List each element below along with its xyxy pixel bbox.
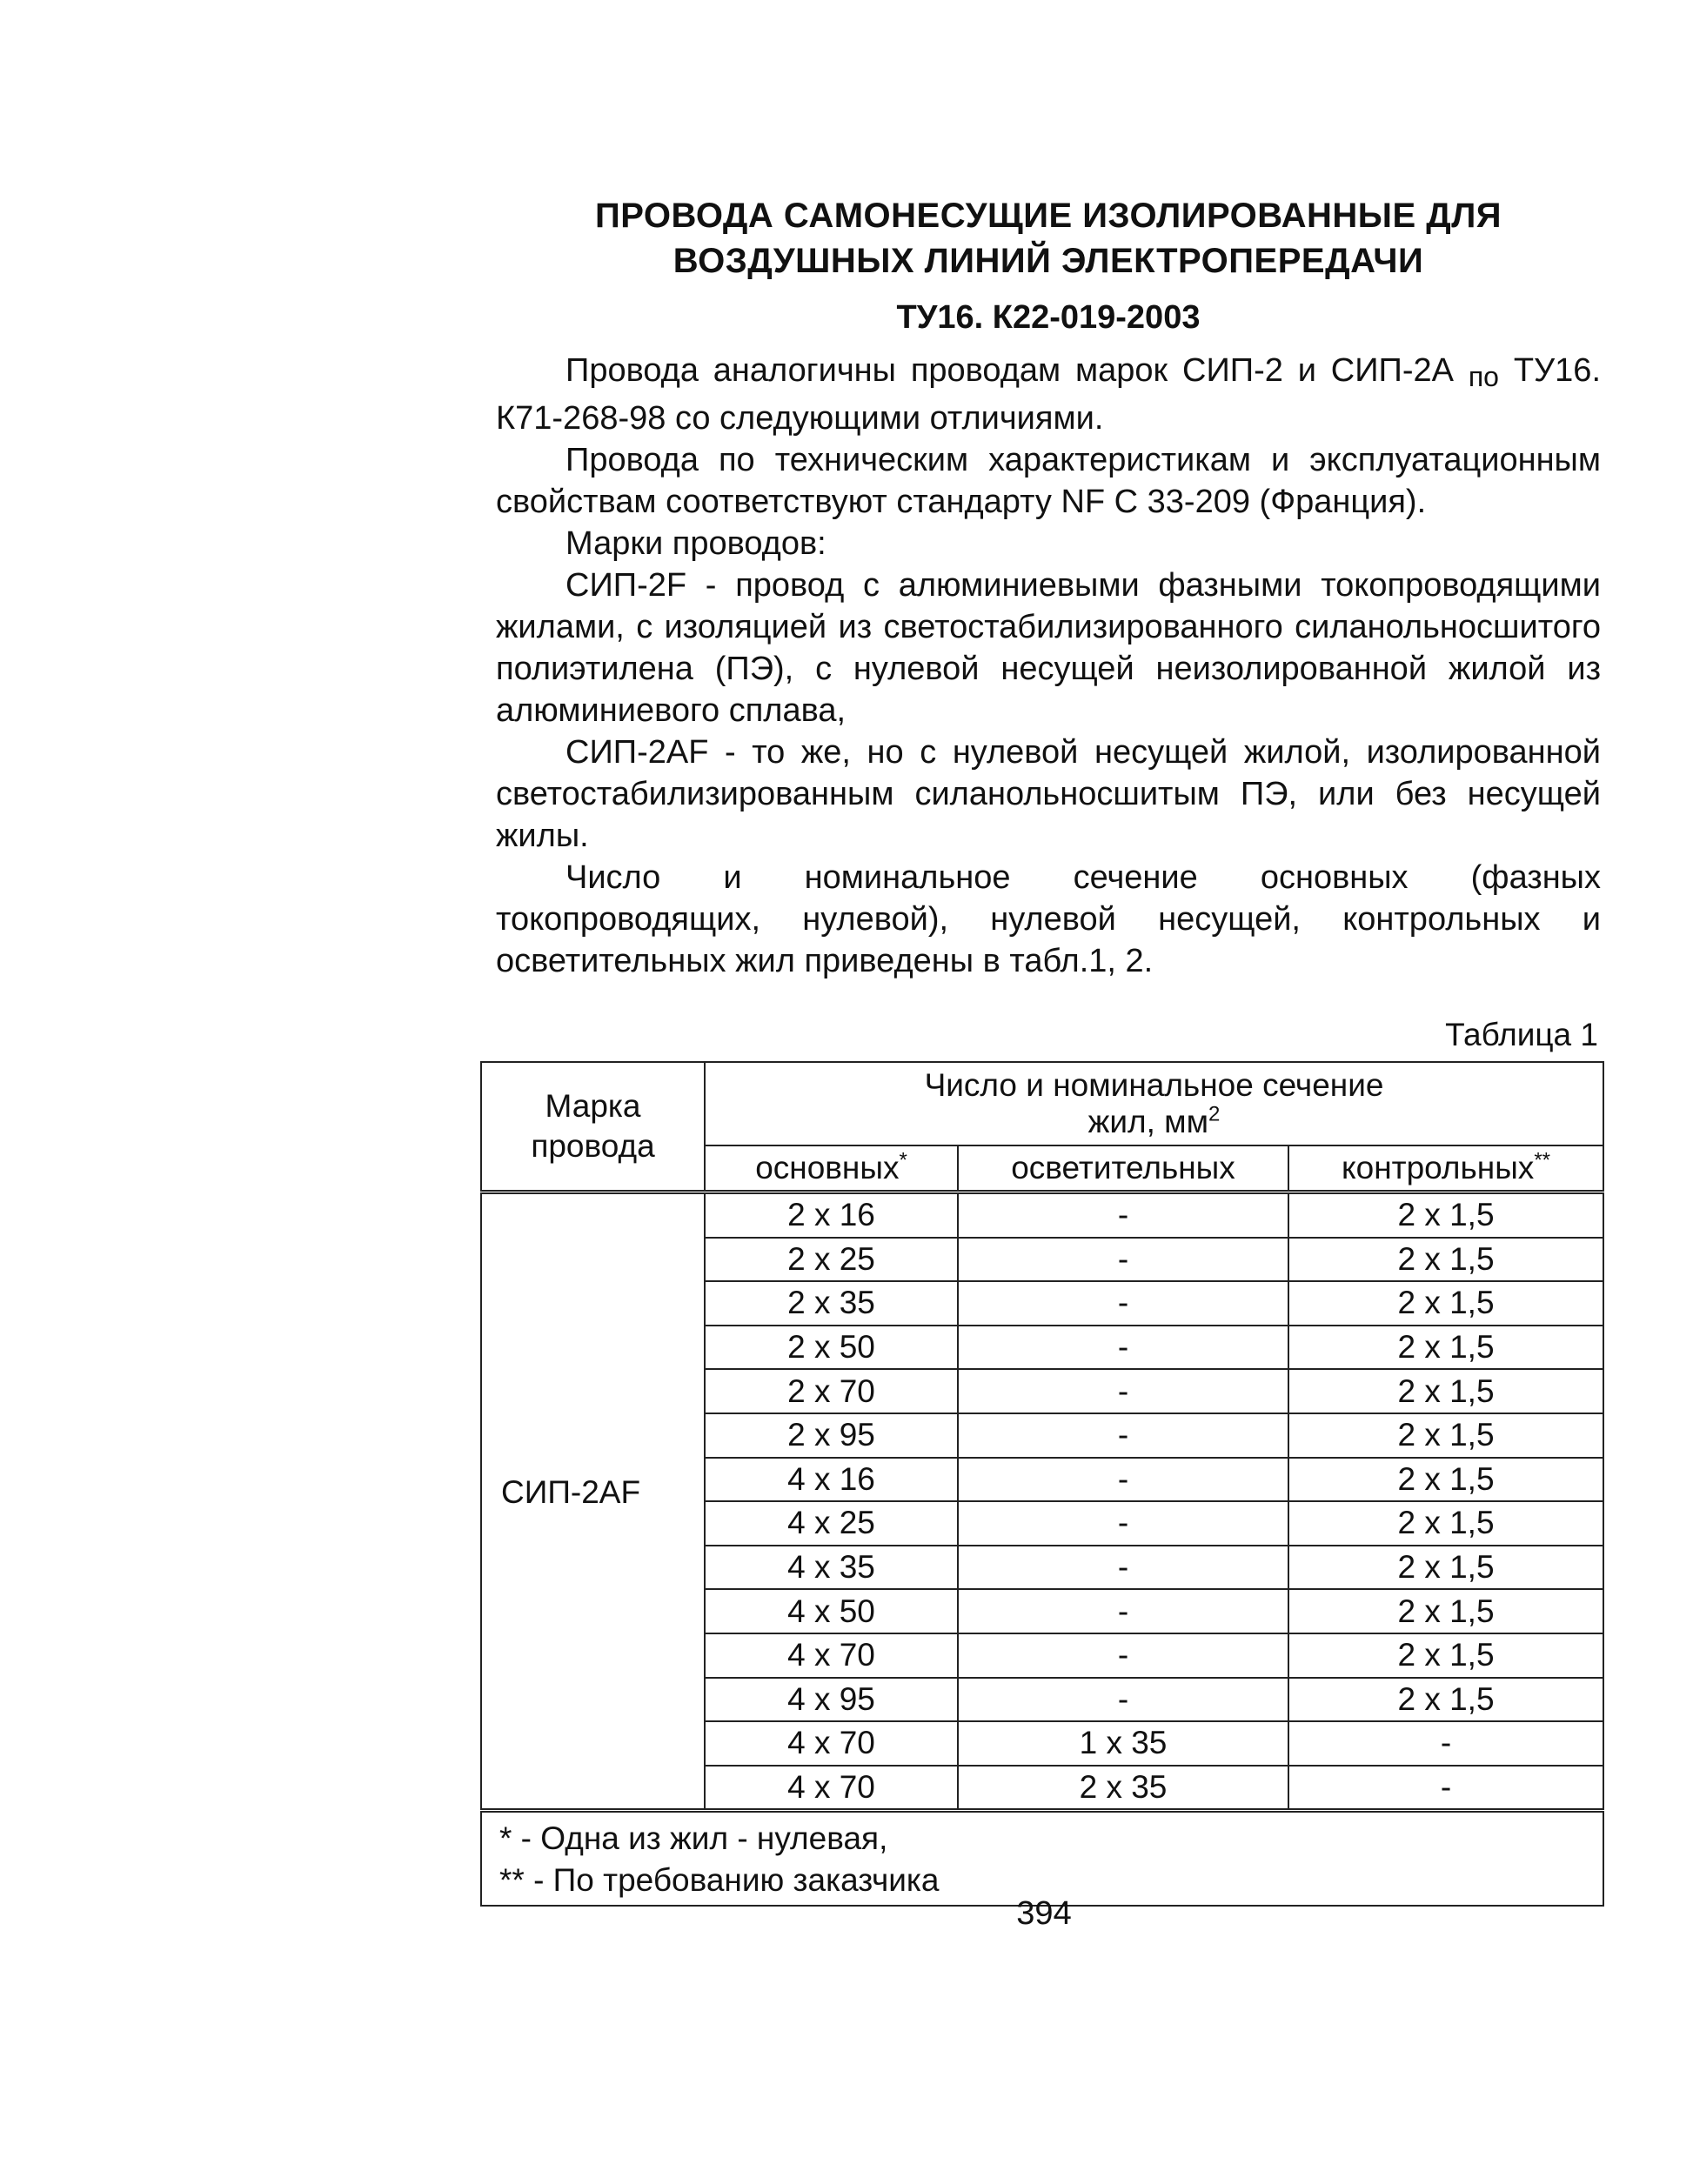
cores-header-superscript: 2 (1208, 1102, 1221, 1126)
lighting-cores-cell: - (958, 1369, 1288, 1413)
main-cores-cell: 2 x 35 (705, 1281, 958, 1326)
paragraph-analogy (496, 350, 1601, 439)
table-body (481, 1192, 1603, 1907)
lighting-cores-cell: - (958, 1192, 1288, 1238)
cores-group-header (705, 1062, 1603, 1145)
lighting-cores-cell: - (958, 1633, 1288, 1678)
main-cores-cell: 4 x 70 (705, 1721, 958, 1766)
footnote-neutral-core: * - Одна из жил - нулевая, (499, 1820, 888, 1857)
brand-cell: СИП-2AF (481, 1192, 705, 1811)
brand-column-header (481, 1062, 705, 1192)
paragraph-table-reference: Число и номинальное сечение основных (фазных токопроводящих, нулевой), нулевой несущей, контрольных и осветительных жил приведены в табл.1, 2. (496, 859, 1601, 979)
main-cores-cell: 4 x 25 (705, 1501, 958, 1546)
main-cores-footnote-mark: * (899, 1148, 907, 1172)
body-text (496, 350, 1601, 982)
control-cores-cell: 2 x 1,5 (1288, 1589, 1603, 1633)
table-caption: Таблица 1 (1445, 1017, 1598, 1052)
control-cores-cell: 2 x 1,5 (1288, 1192, 1603, 1238)
control-cores-cell: 2 x 1,5 (1288, 1326, 1603, 1370)
document-title-line-1: ПРОВОДА САМОНЕСУЩИЕ ИЗОЛИРОВАННЫЕ ДЛЯ (594, 197, 1502, 235)
table-footnotes-row (481, 1811, 1603, 1907)
main-cores-cell: 4 x 50 (705, 1589, 958, 1633)
main-cores-cell: 2 x 25 (705, 1238, 958, 1282)
control-cores-cell: 2 x 1,5 (1288, 1413, 1603, 1458)
page-number: 394 (1016, 1895, 1072, 1932)
main-cores-cell: 2 x 16 (705, 1192, 958, 1238)
main-cores-header (705, 1145, 958, 1192)
control-cores-cell: 2 x 1,5 (1288, 1546, 1603, 1590)
lighting-cores-cell: - (958, 1413, 1288, 1458)
control-cores-cell: 2 x 1,5 (1288, 1678, 1603, 1722)
paragraph-analogy-subscript: по (1468, 361, 1499, 392)
lighting-cores-cell: - (958, 1678, 1288, 1722)
wire-spec-table (480, 1061, 1604, 1907)
control-cores-cell: 2 x 1,5 (1288, 1501, 1603, 1546)
lighting-cores-cell: - (958, 1238, 1288, 1282)
lighting-cores-cell: - (958, 1589, 1288, 1633)
main-cores-header-label: основных (755, 1150, 900, 1186)
main-cores-cell: 4 x 95 (705, 1678, 958, 1722)
main-cores-cell: 4 x 70 (705, 1766, 958, 1811)
table-row (481, 1192, 1603, 1238)
paragraph-sip-2af: СИП-2AF - то же, но с нулевой несущей жилой, изолированной светостабилизированным силанольносшитым ПЭ, или без несущей жилы. (496, 734, 1601, 854)
footnote-customer-request: ** - По требованию заказчика (499, 1862, 940, 1899)
control-cores-cell: 2 x 1,5 (1288, 1281, 1603, 1326)
table-footnotes (481, 1811, 1603, 1907)
lighting-cores-header (958, 1145, 1288, 1192)
lighting-cores-cell: - (958, 1546, 1288, 1590)
cores-header-line-2: жил, мм (1087, 1104, 1209, 1139)
main-cores-cell: 4 x 70 (705, 1633, 958, 1678)
lighting-cores-cell: - (958, 1326, 1288, 1370)
control-cores-cell: - (1288, 1766, 1603, 1811)
brand-header-line-1: Марка (545, 1088, 641, 1124)
paragraph-analogy-continuation: ТУ16. К71-268-98 со следующими отличиями. (496, 352, 1601, 437)
main-cores-cell: 4 x 16 (705, 1458, 958, 1502)
lighting-cores-cell: 2 x 35 (958, 1766, 1288, 1811)
paragraph-sip-2f: СИП-2F - провод с алюминиевыми фазными токопроводящими жилами, с изоляцией из светостабилизированного силанольносшитого полиэтилена (ПЭ), с нулевой несущей неизолированной жилой из алюминиевого сплава, (496, 567, 1601, 729)
lighting-cores-cell: - (958, 1501, 1288, 1546)
lighting-cores-header-label: осветительных (1011, 1150, 1235, 1186)
cores-header-line-1: Число и номинальное сечение (924, 1067, 1384, 1103)
lighting-cores-cell: - (958, 1458, 1288, 1502)
control-cores-cell: 2 x 1,5 (1288, 1238, 1603, 1282)
paragraph-standard: Провода по техническим характеристикам и эксплуатационным свойствам соответствуют стандарту NF C 33-209 (Франция). (496, 442, 1601, 520)
document-title-line-2: ВОЗДУШНЫХ ЛИНИЙ ЭЛЕКТРОПЕРЕДАЧИ (673, 242, 1424, 280)
control-cores-header (1288, 1145, 1603, 1192)
lighting-cores-cell: 1 x 35 (958, 1721, 1288, 1766)
main-cores-cell: 4 x 35 (705, 1546, 958, 1590)
main-cores-cell: 2 x 70 (705, 1369, 958, 1413)
control-cores-footnote-mark: ** (1534, 1148, 1550, 1172)
main-cores-cell: 2 x 95 (705, 1413, 958, 1458)
lighting-cores-cell: - (958, 1281, 1288, 1326)
main-cores-cell: 2 x 50 (705, 1326, 958, 1370)
paragraph-brands-heading: Марки проводов: (565, 525, 826, 562)
control-cores-cell: 2 x 1,5 (1288, 1369, 1603, 1413)
control-cores-cell: 2 x 1,5 (1288, 1458, 1603, 1502)
control-cores-cell: - (1288, 1721, 1603, 1766)
specification-number: ТУ16. К22-019-2003 (896, 299, 1201, 336)
paragraph-analogy-text: Провода аналогичны проводам марок СИП-2 и СИП-2А (565, 352, 1469, 389)
control-cores-header-label: контрольных (1342, 1150, 1535, 1186)
brand-header-line-2: провода (531, 1128, 655, 1164)
control-cores-cell: 2 x 1,5 (1288, 1633, 1603, 1678)
